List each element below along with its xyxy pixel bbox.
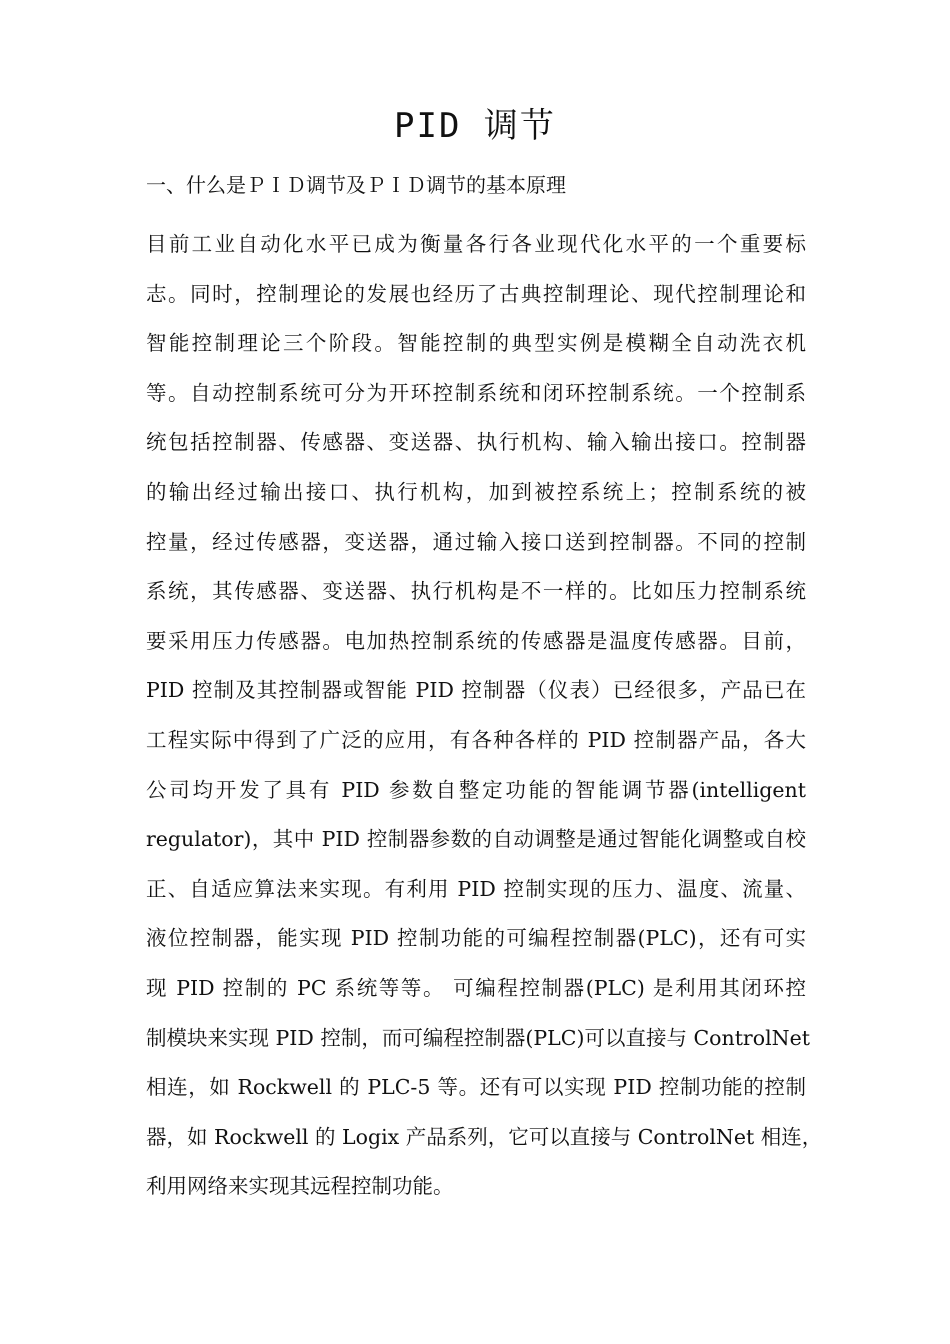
paragraph-line: 液位控制器，能实现 PID 控制功能的可编程控制器(PLC)，还有可实 — [146, 926, 806, 951]
paragraph-line: 智能控制理论三个阶段。智能控制的典型实例是模糊全自动洗衣机 — [146, 331, 806, 356]
paragraph-line: 工程实际中得到了广泛的应用，有各种各样的 PID 控制器产品，各大 — [146, 727, 806, 752]
paragraph-line: 现 PID 控制的 PC 系统等等。 可编程控制器(PLC) 是利用其闭环控 — [146, 975, 806, 1000]
paragraph-line: 公司均开发了具有 PID 参数自整定功能的智能调节器(intelligent — [146, 777, 806, 802]
paragraph-line: 志。同时，控制理论的发展也经历了古典控制理论、现代控制理论和 — [146, 281, 806, 306]
paragraph-line: 相连，如 Rockwell 的 PLC-5 等。还有可以实现 PID 控制功能的控制 — [146, 1075, 806, 1100]
paragraph-line: 控量，经过传感器，变送器，通过输入接口送到控制器。不同的控制 — [146, 529, 806, 554]
paragraph-line: 器，如 Rockwell 的 Logix 产品系列，它可以直接与 ControlNet 相连， — [146, 1124, 823, 1149]
body-paragraph — [146, 220, 823, 1212]
paragraph-line: PID 控制及其控制器或智能 PID 控制器（仪表）已经很多，产品已在 — [146, 678, 806, 703]
paragraph-line: 利用网络来实现其远程控制功能。 — [146, 1174, 454, 1199]
paragraph-line: 的输出经过输出接口、执行机构，加到被控系统上；控制系统的被 — [146, 479, 806, 504]
paragraph-line: 统包括控制器、传感器、变送器、执行机构、输入输出接口。控制器 — [146, 430, 806, 455]
section-heading: 一、什么是ＰＩＤ调节及ＰＩＤ调节的基本原理 — [146, 173, 566, 197]
document-title: PID 调节 — [394, 106, 556, 146]
paragraph-line: 系统，其传感器、变送器、执行机构是不一样的。比如压力控制系统 — [146, 579, 806, 604]
paragraph-line: regulator)，其中 PID 控制器参数的自动调整是通过智能化调整或自校 — [146, 827, 806, 852]
paragraph-line: 目前工业自动化水平已成为衡量各行各业现代化水平的一个重要标 — [146, 232, 806, 256]
paragraph-line: 等。自动控制系统可分为开环控制系统和闭环控制系统。一个控制系 — [146, 380, 806, 405]
paragraph-line: 要采用压力传感器。电加热控制系统的传感器是温度传感器。目前， — [146, 628, 806, 653]
paragraph-line: 制模块来实现 PID 控制，而可编程控制器(PLC)可以直接与 ControlNet — [146, 1025, 810, 1050]
paragraph-line: 正、自适应算法来实现。有利用 PID 控制实现的压力、温度、流量、 — [146, 876, 806, 901]
